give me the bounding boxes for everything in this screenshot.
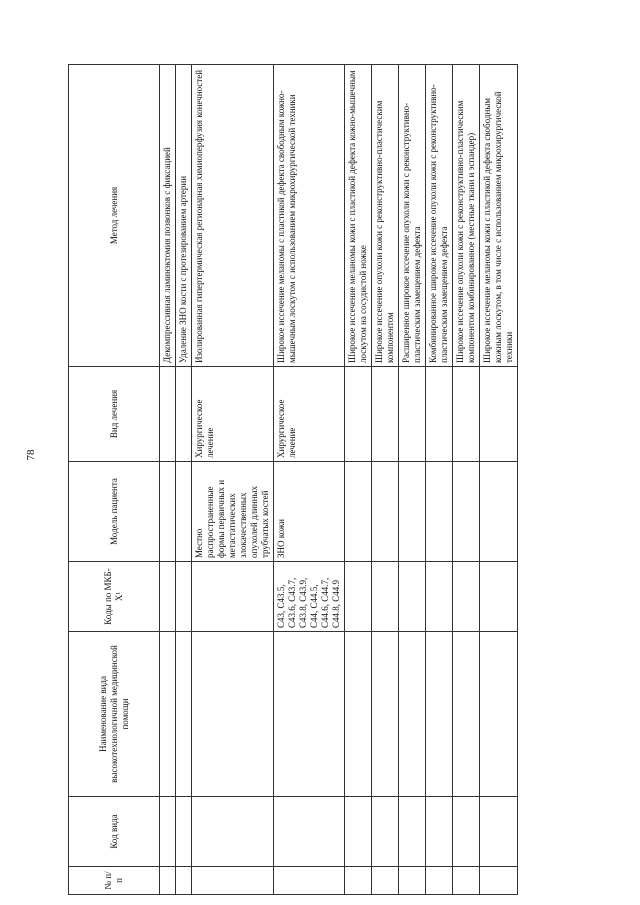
cell-icd [453, 562, 480, 632]
page-number: 78 [25, 449, 37, 461]
cell-name [160, 632, 176, 797]
cell-name [399, 632, 426, 797]
header-type: Вид лечения [69, 367, 160, 462]
cell-method: Широкое иссечение меланомы кожи с пластикой дефекта свободным кожным лоскутом, в том числе с использованием микрохирургической техники [480, 65, 518, 367]
cell-code [426, 797, 453, 867]
cell-type [372, 367, 399, 462]
table-row [160, 65, 176, 895]
cell-code [372, 797, 399, 867]
cell-model [176, 462, 192, 562]
cell-code [345, 797, 372, 867]
cell-code [399, 797, 426, 867]
cell-name [176, 632, 192, 797]
cell-name [345, 632, 372, 797]
cell-code [274, 797, 345, 867]
table-row [480, 65, 518, 895]
cell-num [160, 867, 176, 895]
cell-type [345, 367, 372, 462]
cell-type [399, 367, 426, 462]
table-row [274, 65, 345, 895]
cell-num [192, 867, 274, 895]
table-row [345, 65, 372, 895]
cell-model [426, 462, 453, 562]
cell-name [453, 632, 480, 797]
cell-type [426, 367, 453, 462]
cell-name [192, 632, 274, 797]
cell-method: Широкое иссечение меланомы с пластикой дефекта свободным кожно-мышечным лоскутом с использованием микрохирургической техники [274, 65, 345, 367]
cell-method: Широкое иссечение опухоли кожи с реконструктивно-пластическим компонентом комбинированное (местные ткани и эспандер) [453, 65, 480, 367]
table-row [453, 65, 480, 895]
cell-type [160, 367, 176, 462]
cell-num [453, 867, 480, 895]
cell-model: ЗНО кожи [274, 462, 345, 562]
cell-icd [345, 562, 372, 632]
cell-name [372, 632, 399, 797]
header-code: Код вида [69, 797, 160, 867]
table-row [372, 65, 399, 895]
cell-num [399, 867, 426, 895]
cell-icd: C43, C43.5, C43.6, C43.7, C43.8, C43.9, C44, C44.5, C44.6, C44.7, C44.8, C44.9 [274, 562, 345, 632]
cell-code [453, 797, 480, 867]
table-row [399, 65, 426, 895]
cell-model [160, 462, 176, 562]
cell-model [480, 462, 518, 562]
header-model: Модель пациента [69, 462, 160, 562]
cell-model [453, 462, 480, 562]
cell-num [345, 867, 372, 895]
cell-model [345, 462, 372, 562]
cell-icd [176, 562, 192, 632]
cell-num [426, 867, 453, 895]
cell-code [176, 797, 192, 867]
cell-code [192, 797, 274, 867]
table-row [426, 65, 453, 895]
cell-model: Местно распространенные формы первичных и метастатических злокачественных опухолей длинных трубчатых костей [192, 462, 274, 562]
cell-type [453, 367, 480, 462]
cell-icd [192, 562, 274, 632]
cell-icd [372, 562, 399, 632]
cell-method: Комбинированное широкое иссечение опухоли кожи с реконструктивно-пластическим замещением дефекта [426, 65, 453, 367]
cell-name [274, 632, 345, 797]
cell-num [372, 867, 399, 895]
cell-name [480, 632, 518, 797]
treatment-table [68, 64, 518, 895]
table-row [192, 65, 274, 895]
cell-method: Расширенное широкое иссечение опухоли кожи с реконструктивно-пластическим замещением дефекта [399, 65, 426, 367]
cell-method: Удаление ЗНО кости с протезированием артерии [176, 65, 192, 367]
header-num: № п/п [69, 867, 160, 895]
table-row [176, 65, 192, 895]
cell-icd [480, 562, 518, 632]
cell-name [426, 632, 453, 797]
cell-method: Широкое иссечение опухоли кожи с реконструктивно-пластическим компонентом [372, 65, 399, 367]
cell-icd [426, 562, 453, 632]
cell-icd [160, 562, 176, 632]
cell-method: Изолированная гипертермическая регионарная химиоперфузия конечностей [192, 65, 274, 367]
cell-method: Декомпрессивная ламинэктомия позвонков с фиксацией [160, 65, 176, 367]
cell-method: Широкое иссечение меланомы кожи с пластикой дефекта кожно-мышечным лоскутом на сосудистой ножке [345, 65, 372, 367]
cell-icd [399, 562, 426, 632]
header-name: Наименование вида высокотехнологичной медицинской помощи [69, 632, 160, 797]
header-icd: Коды по МКБ-X¹ [69, 562, 160, 632]
header-method: Метод лечения [69, 65, 160, 367]
cell-type: Хирургическое лечение [192, 367, 274, 462]
cell-model [399, 462, 426, 562]
cell-code [160, 797, 176, 867]
cell-type [480, 367, 518, 462]
cell-num [274, 867, 345, 895]
cell-type: Хирургическое лечение [274, 367, 345, 462]
cell-num [176, 867, 192, 895]
cell-code [480, 797, 518, 867]
cell-num [480, 867, 518, 895]
cell-type [176, 367, 192, 462]
cell-model [372, 462, 399, 562]
table-header [69, 65, 160, 895]
